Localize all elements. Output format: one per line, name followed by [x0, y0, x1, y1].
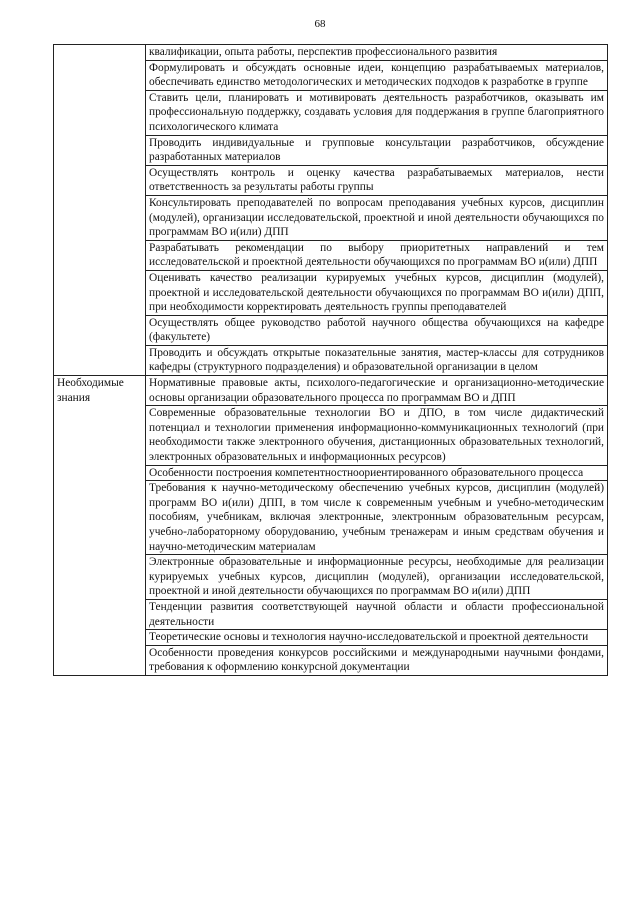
- section-label: Необходимые знания: [57, 377, 124, 404]
- table-row: [54, 376, 608, 406]
- table-cell: Тенденции развития соответствующей научной области и области профессиональной деятельности: [146, 599, 608, 629]
- section-label-cell: [54, 45, 146, 376]
- table-body: [54, 45, 608, 676]
- table-cell: Разрабатывать рекомендации по выбору приоритетных направлений и тем исследовательской и проектной деятельности обучающихся по программам ВО и(или) ДПП: [146, 240, 608, 270]
- table-cell: Электронные образовательные и информационные ресурсы, необходимые для реализации курируемых учебных курсов, дисциплин (модулей), организации исследовательской, проектной и иной деятельности обучающихся по программам ВО и(или) ДПП: [146, 555, 608, 600]
- table-cell: Проводить индивидуальные и групповые консультации разработчиков, обсуждение разработанных материалов: [146, 135, 608, 165]
- table-cell: Особенности проведения конкурсов российскими и международными научными фондами, требования к оформлению конкурсной документации: [146, 645, 608, 675]
- table-cell: Формулировать и обсуждать основные идеи, концепцию разрабатываемых материалов, обеспечивать единство методологических и методических подходов к разработке в группе: [146, 60, 608, 90]
- page-number: 68: [314, 18, 326, 30]
- table-cell: Оценивать качество реализации курируемых учебных курсов, дисциплин (модулей), проектной и исследовательской деятельности обучающихся по программам ВО и(или) ДПП, при необходимости корректировать деятельность группы преподавателей: [146, 270, 608, 315]
- table-cell: Современные образовательные технологии ВО и ДПО, в том числе дидактический потенциал и технологии применения информационно-коммуникационных технологий (при необходимости также электронного обучения, дистанционных образовательных технологий, электронных образовательных и информационных ресурсов): [146, 406, 608, 465]
- table-cell: Ставить цели, планировать и мотивировать деятельность разработчиков, оказывать им профессиональную поддержку, создавать условия для поддержания в группе благоприятного психологического климата: [146, 90, 608, 135]
- table-cell: Осуществлять общее руководство работой научного общества обучающихся на кафедре (факультете): [146, 315, 608, 345]
- table-cell: Теоретические основы и технология научно-исследовательской и проектной деятельности: [146, 630, 608, 646]
- table-row: [54, 45, 608, 61]
- table-cell: Осуществлять контроль и оценку качества разрабатываемых материалов, нести ответственность за результаты работы группы: [146, 165, 608, 195]
- section-label-cell: [54, 376, 146, 676]
- table-cell: Нормативные правовые акты, психолого-педагогические и организационно-методические основы организации образовательного процесса по программам ВО и ДПП: [146, 376, 608, 406]
- table-cell: квалификации, опыта работы, перспектив профессионального развития: [146, 45, 608, 61]
- table-cell: Проводить и обсуждать открытые показательные занятия, мастер-классы для сотрудников кафедры (структурного подразделения) и образовательной организации в целом: [146, 345, 608, 375]
- table-cell: Особенности построения компетентностноориентированного образовательного процесса: [146, 465, 608, 481]
- table-cell: Требования к научно-методическому обеспечению учебных курсов, дисциплин (модулей) программ ВО и(или) ДПП, в том числе к современным учебным и учебно-методическим пособиям, учебникам, включая электронные, электронным образовательным ресурсам, учебно-лабораторному оборудованию, учебным тренажерам и иным средствам обучения и научно-методическим материалам: [146, 481, 608, 555]
- table-cell: Консультировать преподавателей по вопросам преподавания учебных курсов, дисциплин (модулей), организации исследовательской, проектной и иной деятельности обучающихся по программам ВО и(или) ДПП: [146, 195, 608, 240]
- competency-table: [53, 44, 608, 676]
